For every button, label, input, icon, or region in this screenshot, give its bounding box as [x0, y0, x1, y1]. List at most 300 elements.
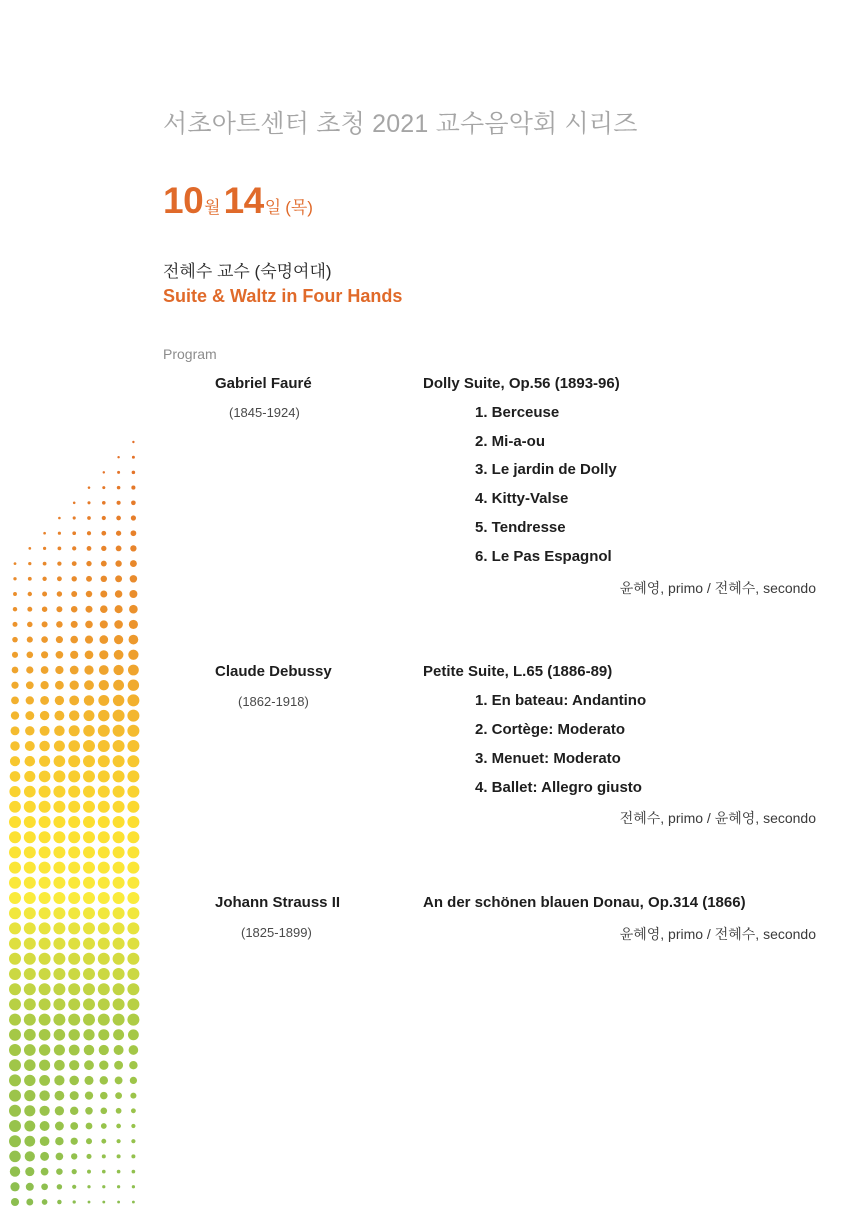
decorative-dot	[114, 620, 123, 629]
decorative-dot	[113, 831, 125, 843]
decorative-dot	[98, 998, 110, 1010]
decorative-dot	[25, 711, 34, 720]
decorative-dot	[84, 665, 93, 674]
movement-item: 3. Menuet: Moderato	[475, 750, 621, 767]
decorative-dot	[127, 770, 139, 782]
decorative-dot	[113, 998, 125, 1010]
decorative-dot	[87, 1170, 91, 1174]
decorative-dot	[26, 666, 33, 673]
decorative-dot	[127, 953, 139, 965]
decorative-dot	[57, 1184, 62, 1189]
decorative-dot	[43, 562, 47, 566]
decorative-dot	[100, 1092, 108, 1100]
decorative-dot	[41, 1183, 48, 1190]
players-credit: 전혜수, primo / 윤혜영, secondo	[619, 810, 816, 826]
decorative-dot	[53, 892, 65, 904]
decorative-dot	[86, 591, 92, 597]
decorative-dot	[56, 621, 63, 628]
decorative-dot	[70, 681, 79, 690]
decorative-dot	[9, 907, 21, 919]
decorative-dot	[130, 1093, 136, 1099]
decorative-dot	[12, 637, 18, 643]
decorative-dot	[131, 530, 137, 536]
decorative-dot	[42, 606, 47, 611]
decorative-dot	[98, 938, 110, 950]
decorative-dot	[115, 560, 121, 566]
decorative-dot	[87, 546, 92, 551]
decorative-dot	[11, 697, 19, 705]
decorative-dot	[87, 1185, 90, 1188]
decorative-dot	[127, 1014, 139, 1026]
decorative-dot	[24, 1121, 35, 1132]
decorative-dot	[68, 983, 80, 995]
decorative-dot	[115, 575, 122, 582]
decorative-dot	[113, 892, 125, 904]
decorative-dot	[56, 606, 62, 612]
decorative-dot	[98, 1029, 109, 1040]
decorative-dot	[54, 755, 66, 767]
decorative-dot	[117, 501, 121, 505]
decorative-dot	[100, 1107, 107, 1114]
decorative-dot	[113, 983, 125, 995]
composer-name: Claude Debussy	[215, 663, 332, 680]
decorative-dot	[24, 771, 35, 782]
decorative-dot	[56, 651, 64, 659]
decorative-dot	[68, 862, 80, 874]
decorative-dot	[9, 831, 21, 843]
work-title: Dolly Suite, Op.56 (1893-96)	[423, 375, 620, 392]
decorative-dot	[54, 726, 64, 736]
decorative-dot	[88, 486, 91, 489]
decorative-dot	[69, 695, 79, 705]
decorative-dot	[69, 710, 79, 720]
decorative-dot	[39, 846, 51, 858]
decorative-dot	[57, 576, 62, 581]
decorative-dot	[11, 682, 18, 689]
decorative-dot	[83, 770, 95, 782]
date-day: 14	[223, 180, 264, 221]
decorative-dot	[70, 666, 79, 675]
decorative-dot	[129, 635, 139, 645]
decorative-dot	[117, 1154, 121, 1158]
decorative-dot	[98, 846, 110, 858]
decorative-dot	[54, 1029, 66, 1041]
decorative-dot	[9, 1044, 21, 1056]
decorative-dot	[129, 1061, 137, 1069]
decorative-dot	[9, 1120, 21, 1132]
decorative-dot	[102, 501, 106, 505]
decorative-dot	[68, 1014, 80, 1026]
decorative-dot	[53, 801, 65, 813]
decorative-dot	[86, 1154, 91, 1159]
decorative-dot	[41, 666, 49, 674]
decorative-dot	[53, 907, 65, 919]
decorative-dot	[71, 1153, 77, 1159]
decorative-dot	[72, 561, 77, 566]
decorative-dot	[127, 694, 139, 706]
decorative-dot	[98, 1014, 110, 1026]
decorative-dot	[13, 622, 18, 627]
decorative-dot	[130, 1077, 137, 1084]
decorative-dot	[28, 577, 32, 581]
decorative-dot	[101, 531, 106, 536]
decorative-dot	[84, 1060, 94, 1070]
decorative-dot	[24, 786, 36, 798]
decorative-dot	[127, 983, 139, 995]
decorative-dot	[55, 681, 64, 690]
decorative-dot	[127, 816, 139, 828]
decorative-dot	[113, 725, 125, 737]
decorative-dot	[103, 471, 105, 473]
decorative-dot	[40, 1136, 50, 1146]
decorative-dot	[85, 636, 93, 644]
decorative-dot	[99, 1045, 109, 1055]
decorative-dot	[83, 831, 95, 843]
decorative-dot	[132, 1170, 136, 1174]
decorative-dot	[24, 1029, 36, 1041]
decorative-dot	[41, 1168, 49, 1176]
decorative-dot	[12, 652, 18, 658]
decorative-dot	[87, 516, 91, 520]
decorative-dot	[72, 1169, 77, 1174]
decorative-dot	[39, 1075, 50, 1086]
decorative-dot	[68, 755, 80, 767]
decorative-dot	[113, 877, 125, 889]
movement-item: 2. Mi-a-ou	[475, 433, 545, 450]
decorative-dot	[68, 816, 80, 828]
decorative-dot	[127, 907, 139, 919]
decorative-dot	[40, 1121, 50, 1131]
decorative-dot	[127, 892, 139, 904]
decorative-dot	[53, 998, 65, 1010]
decorative-dot	[86, 561, 91, 566]
decorative-dot	[56, 1153, 64, 1161]
decorative-dot	[85, 621, 93, 629]
decorative-dot	[58, 532, 61, 535]
decorative-dot	[73, 1200, 76, 1203]
decorative-dot	[83, 755, 95, 767]
decorative-dot	[55, 1122, 64, 1131]
decorative-dot	[9, 816, 21, 828]
decorative-dot	[24, 1059, 36, 1071]
decorative-dot	[53, 938, 65, 950]
decorative-dot	[24, 907, 36, 919]
decorative-dot	[9, 862, 21, 874]
decorative-dot	[100, 591, 107, 598]
decorative-dot	[128, 680, 139, 691]
decorative-dot	[102, 1154, 106, 1158]
decorative-dot	[68, 892, 80, 904]
decorative-dot	[43, 547, 46, 550]
decorative-dot	[42, 621, 48, 627]
decorative-dot	[54, 1044, 65, 1055]
decorative-dot	[69, 1060, 79, 1070]
decorative-dot	[73, 502, 76, 505]
decorative-dot	[127, 755, 139, 767]
decorative-dot	[131, 1108, 136, 1113]
decorative-dot	[40, 681, 48, 689]
decorative-dot	[42, 577, 46, 581]
decorative-dot	[114, 1045, 124, 1055]
decorative-dot	[83, 922, 95, 934]
decorative-dot	[71, 621, 78, 628]
decorative-dot	[102, 516, 106, 520]
decorative-dot	[53, 953, 65, 965]
decorative-dot	[131, 515, 136, 520]
decorative-dot	[68, 1029, 79, 1040]
decorative-dot	[10, 1166, 20, 1176]
program-label: Program	[163, 346, 217, 362]
composer-name: Johann Strauss II	[215, 894, 341, 911]
decorative-dot	[127, 831, 139, 843]
decorative-dot	[39, 862, 51, 874]
decorative-dot	[117, 456, 119, 458]
decorative-dot	[41, 636, 48, 643]
decorative-dot	[53, 846, 65, 858]
decorative-dot	[9, 1135, 21, 1147]
concert-date	[163, 180, 316, 222]
decorative-dot	[100, 605, 108, 613]
decorative-dot	[53, 1014, 65, 1026]
decorative-dot	[25, 756, 36, 767]
decorative-dot	[128, 665, 139, 676]
decorative-dot	[39, 1090, 50, 1101]
decorative-dot	[71, 591, 77, 597]
decorative-dot	[127, 877, 139, 889]
decorative-dot	[14, 562, 17, 565]
decorative-dot	[24, 983, 36, 995]
decorative-dot	[127, 998, 139, 1010]
decorative-dot	[113, 862, 125, 874]
decorative-dot	[113, 770, 125, 782]
decorative-dot	[24, 1075, 35, 1086]
decorative-dot	[115, 605, 123, 613]
decorative-dot	[113, 846, 125, 858]
decorative-dot	[56, 1168, 63, 1175]
decorative-dot	[116, 1124, 121, 1129]
decorative-dot	[98, 816, 110, 828]
decorative-dot	[9, 1151, 21, 1163]
decorative-dot	[25, 1151, 35, 1161]
decorative-dot	[83, 892, 95, 904]
decorative-dot	[100, 1076, 108, 1084]
decorative-dot	[53, 968, 65, 980]
decorative-dot	[39, 922, 51, 934]
decorative-dot	[24, 831, 36, 843]
decorative-dot	[39, 998, 51, 1010]
decorative-dot	[53, 877, 65, 889]
decorative-dot	[98, 770, 110, 782]
decorative-dot	[113, 816, 125, 828]
decorative-dot	[127, 725, 139, 737]
decorative-dot	[83, 877, 95, 889]
decorative-dot	[68, 968, 80, 980]
decorative-dot	[131, 1124, 135, 1128]
decorative-dot	[99, 665, 109, 675]
decorative-dot	[39, 1014, 51, 1026]
decorative-dot	[117, 1139, 121, 1143]
decorative-dot	[98, 862, 110, 874]
decorative-dot	[9, 1059, 21, 1071]
composer-years: (1845-1924)	[229, 405, 300, 420]
decorative-dot	[113, 938, 125, 950]
decorative-dot	[39, 968, 51, 980]
movement-item: 2. Cortège: Moderato	[475, 721, 626, 738]
decorative-dot	[24, 892, 36, 904]
decorative-dot	[10, 1182, 19, 1191]
decorative-dot	[57, 561, 61, 565]
decorative-dot	[72, 546, 76, 550]
decorative-dot	[9, 1074, 21, 1086]
decorative-dot	[83, 953, 95, 965]
decorative-dot	[127, 801, 139, 813]
decorative-dot	[39, 801, 51, 813]
decorative-dot	[25, 741, 35, 751]
decorative-dot	[127, 968, 139, 980]
decorative-dot	[57, 591, 62, 596]
decorative-dot	[131, 500, 136, 505]
decorative-dot	[13, 592, 17, 596]
decorative-dot	[24, 1014, 36, 1026]
decorative-dot	[113, 665, 123, 675]
decorative-dot	[83, 846, 95, 858]
decorative-dot	[98, 740, 110, 752]
decorative-dot	[73, 516, 76, 519]
decorative-dot	[86, 1138, 92, 1144]
decorative-dot	[116, 516, 121, 521]
decorative-dot	[113, 1029, 124, 1040]
decorative-dot	[116, 531, 121, 536]
decorative-dot	[83, 907, 95, 919]
decorative-dot	[83, 816, 95, 828]
decorative-dot	[42, 592, 47, 597]
decorative-dot	[130, 560, 137, 567]
decorative-dot	[72, 1185, 76, 1189]
decorative-dot	[24, 1090, 35, 1101]
decorative-dot	[131, 486, 135, 490]
decorative-dot	[132, 1185, 135, 1188]
decorative-dot	[117, 1185, 120, 1188]
decorative-dot	[129, 620, 138, 629]
decorative-dot	[40, 726, 50, 736]
decorative-dot	[98, 755, 110, 767]
decorative-dot	[102, 1201, 105, 1204]
decorative-dot	[40, 696, 49, 705]
decorative-dot	[24, 998, 36, 1010]
decorative-dot	[13, 607, 17, 611]
decorative-dot	[11, 711, 19, 719]
decorative-dot	[70, 1107, 78, 1115]
decorative-dot	[127, 922, 139, 934]
date-day-unit: 일	[264, 198, 282, 217]
decorative-dot	[113, 786, 125, 798]
decorative-dot	[54, 1075, 64, 1085]
decorative-dot	[10, 756, 20, 766]
decorative-dot	[9, 922, 21, 934]
decorative-dot	[132, 456, 135, 459]
decorative-dot	[84, 1045, 95, 1056]
composer-name: Gabriel Fauré	[215, 375, 312, 392]
decorative-dot	[28, 547, 31, 550]
decorative-dot	[26, 1199, 33, 1206]
decorative-dot	[57, 1200, 61, 1204]
decorative-dot	[39, 1060, 50, 1071]
decorative-dot	[53, 831, 65, 843]
decorative-dot	[68, 907, 80, 919]
decorative-dot	[86, 576, 92, 582]
decorative-dot	[39, 1044, 50, 1055]
decorative-dot	[85, 650, 94, 659]
decorative-dot	[9, 846, 21, 858]
date-weekday: (목)	[285, 198, 313, 217]
decorative-dot	[129, 590, 137, 598]
decorative-dot	[28, 592, 32, 596]
decorative-dot	[40, 1152, 49, 1161]
decorative-dot	[9, 953, 21, 965]
decorative-dot	[117, 486, 121, 490]
decorative-dot	[24, 1044, 36, 1056]
decorative-dot	[42, 1199, 48, 1205]
decorative-dot	[83, 725, 95, 737]
decorative-dot	[39, 938, 51, 950]
decorative-dot	[83, 1029, 94, 1040]
decorative-dot	[68, 801, 80, 813]
decorative-dot	[9, 998, 21, 1010]
work-title: Petite Suite, L.65 (1886-89)	[423, 663, 613, 680]
decorative-dot	[71, 1138, 78, 1145]
decorative-dot	[99, 635, 108, 644]
decorative-dot	[101, 546, 106, 551]
decorative-dot	[98, 953, 110, 965]
series-title: 서초아트센터 초청 2021 교수음악회 시리즈	[163, 110, 638, 138]
decorative-dot	[116, 545, 122, 551]
decorative-dot	[69, 1045, 80, 1056]
concert-title: Suite & Waltz in Four Hands	[163, 286, 403, 306]
decorative-dot	[68, 953, 80, 965]
decorative-dot	[127, 938, 139, 950]
decorative-dot	[98, 831, 110, 843]
decorative-dot	[26, 651, 33, 658]
decorative-dot	[39, 741, 50, 752]
work-title: An der schönen blauen Donau, Op.314 (1866)	[423, 894, 746, 911]
decorative-dot	[114, 650, 124, 660]
decorative-dot	[25, 1167, 34, 1176]
decorative-dot	[83, 1014, 95, 1026]
decorative-dot	[24, 953, 36, 965]
decorative-dot	[24, 968, 36, 980]
decorative-dot	[68, 877, 80, 889]
decorative-dot	[99, 680, 109, 690]
decorative-dot	[113, 680, 124, 691]
decorative-dot	[26, 1183, 34, 1191]
decorative-dot	[58, 517, 61, 520]
decorative-dot	[39, 771, 51, 783]
decorative-dot	[28, 562, 31, 565]
decorative-dot	[83, 998, 95, 1010]
decorative-dot	[117, 471, 120, 474]
decorative-dot	[41, 651, 48, 658]
decorative-dot	[98, 695, 109, 706]
decorative-dot	[24, 862, 36, 874]
decorative-dot	[53, 770, 65, 782]
decorative-dot	[70, 1091, 79, 1100]
decorative-dot	[115, 590, 123, 598]
decorative-dot	[53, 922, 65, 934]
decorative-dot	[84, 710, 95, 721]
decorative-dot	[43, 532, 46, 535]
decorative-dot	[131, 1154, 135, 1158]
decorative-dot	[56, 636, 63, 643]
